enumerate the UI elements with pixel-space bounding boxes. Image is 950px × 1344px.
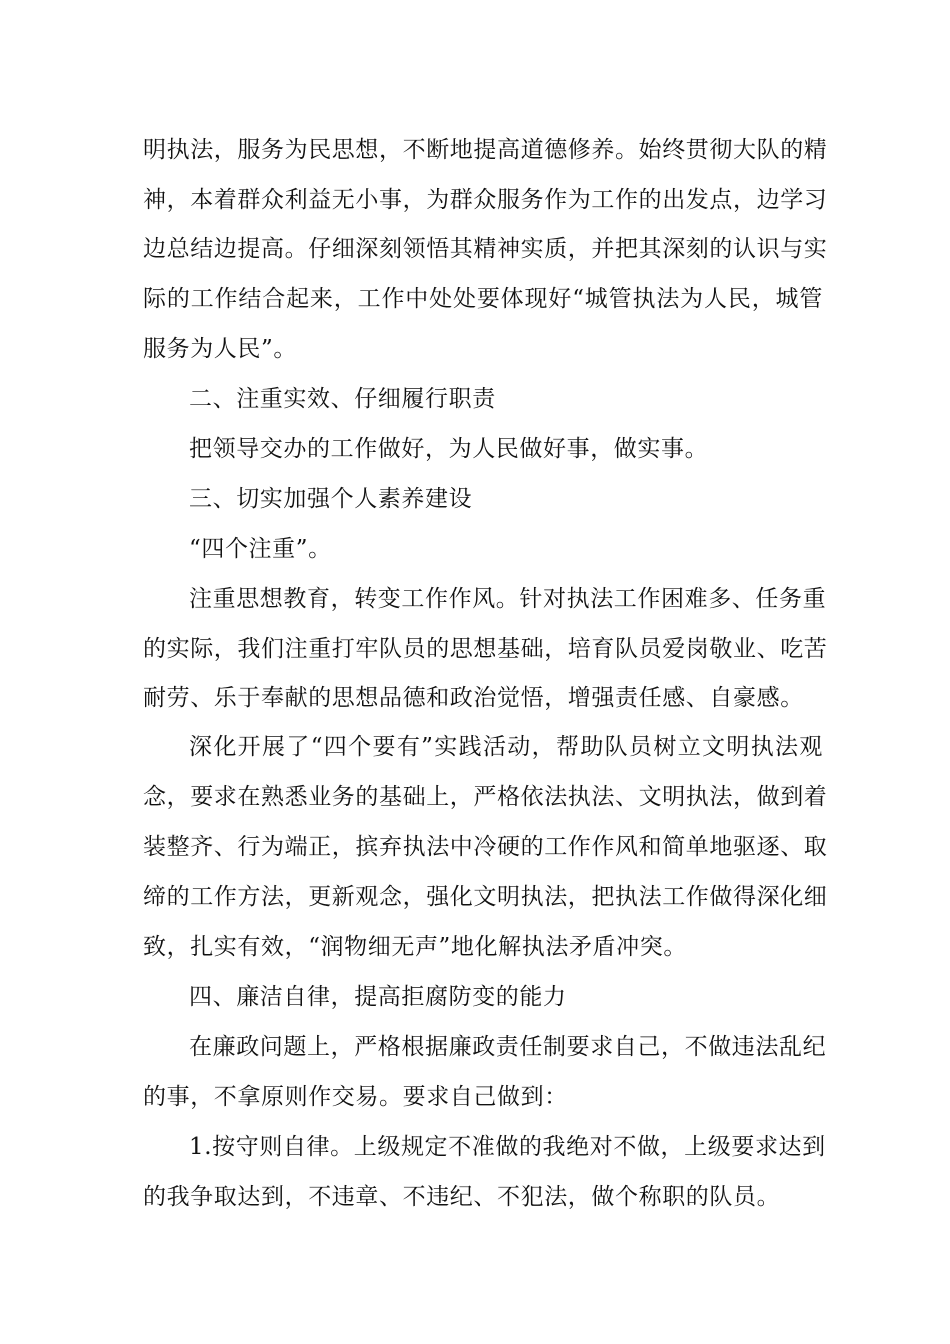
body-text-line: 的实际，我们注重打牢队员的思想基础，培育队员爱岗敬业、吃苦 [143, 636, 828, 662]
body-text-line: 念，要求在熟悉业务的基础上，严格依法执法、文明执法，做到着 [143, 784, 828, 810]
body-text-line: 缔的工作方法，更新观念，强化文明执法，把执法工作做得深化细 [143, 884, 828, 910]
list-item-line: 的我争取达到，不违章、不违纪、不犯法，做个称职的队员。 [143, 1184, 781, 1210]
body-text-line: 际的工作结合起来，工作中处处要体现好“城管执法为人民，城管 [143, 286, 823, 312]
list-item-line: 1.按守则自律。上级规定不准做的我绝对不做，上级要求达到 [189, 1134, 826, 1160]
body-text-line: 的事，不拿原则作交易。要求自己做到： [143, 1084, 568, 1110]
section-heading: 三、切实加强个人素养建设 [189, 486, 473, 512]
section-heading: 四、廉洁自律，提高拒腐防变的能力 [189, 984, 567, 1010]
body-text-line: “四个注重”。 [189, 536, 332, 562]
body-text-line: 装整齐、行为端正，摈弃执法中冷硬的工作作风和简单地驱逐、取 [143, 834, 828, 860]
body-text-line: 边总结边提高。仔细深刻领悟其精神实质，并把其深刻的认识与实 [143, 236, 828, 262]
body-text-line: 致，扎实有效，“润物细无声”地化解执法矛盾冲突。 [143, 934, 687, 960]
body-text-line: 注重思想教育，转变工作作风。针对执法工作困难多、任务重 [189, 586, 827, 612]
body-text-line: 耐劳、乐于奉献的思想品德和政治觉悟，增强责任感、自豪感。 [143, 685, 804, 711]
section-heading: 二、注重实效、仔细履行职责 [189, 386, 496, 412]
body-text-line: 在廉政问题上，严格根据廉政责任制要求自己，不做违法乱纪 [189, 1034, 827, 1060]
body-text-line: 把领导交办的工作做好，为人民做好事，做实事。 [189, 436, 709, 462]
body-text-line: 神，本着群众利益无小事，为群众服务作为工作的出发点，边学习 [143, 187, 828, 213]
body-text-line: 深化开展了“四个要有”实践活动，帮助队员树立文明执法观 [189, 734, 823, 760]
body-text-line: 服务为人民”。 [143, 336, 297, 362]
body-text-line: 明执法，服务为民思想，不断地提高道德修养。始终贯彻大队的精 [143, 137, 828, 163]
